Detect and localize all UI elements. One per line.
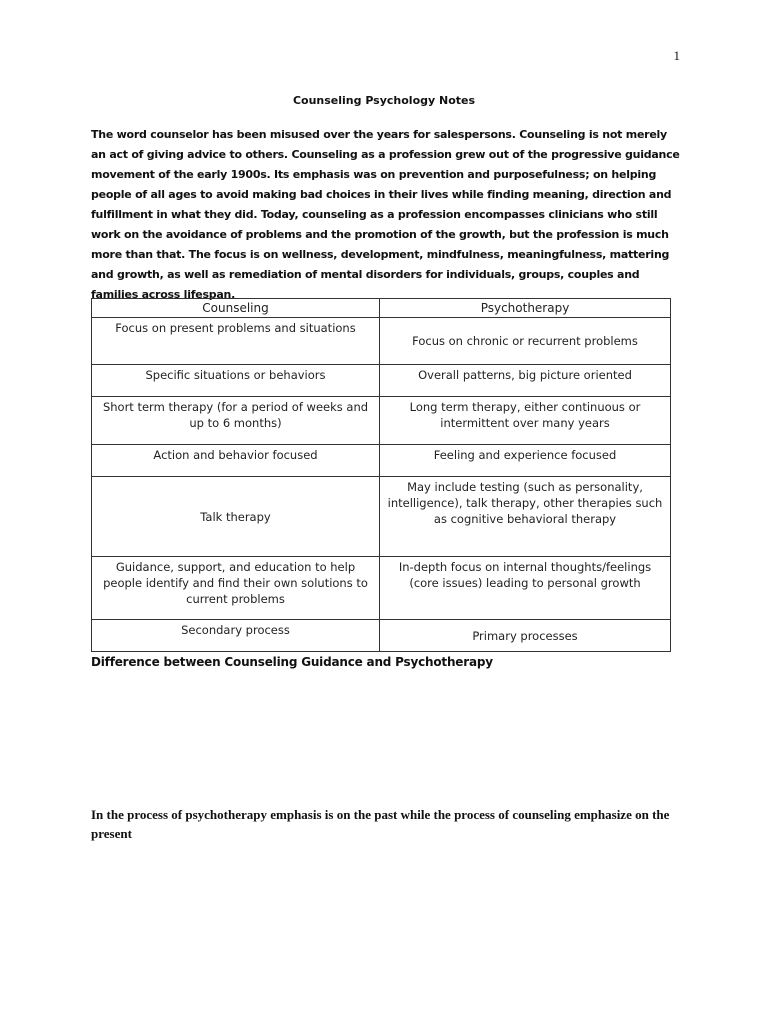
- document-title: Counseling Psychology Notes: [292, 94, 476, 107]
- table-caption: Difference between Counseling Guidance and Psychotherapy: [91, 655, 493, 669]
- table-row: [92, 397, 671, 445]
- table-cell: Feeling and experience focused: [380, 445, 671, 477]
- table-cell: Guidance, support, and education to help people identify and find their own solutions to current problems: [92, 557, 380, 620]
- comparison-table: [91, 298, 671, 652]
- table-cell: Long term therapy, either continuous or intermittent over many years: [380, 397, 671, 445]
- table-cell: In-depth focus on internal thoughts/feelings (core issues) leading to personal growth: [380, 557, 671, 620]
- table-row: [92, 445, 671, 477]
- intro-paragraph: The word counselor has been misused over the years for salespersons. Counseling is not merely an act of giving advice to others. Counseling as a profession grew out of the progressive guidance movement of the early 1900s. Its emphasis was on prevention and purposefulness; on helping people of all ages to avoid making bad choices in their lives while finding meaning, direction and fulfillment in what they did. Today, counseling as a profession encompasses clinicians who still work on the avoidance of problems and the promotion of the growth, but the profession is much more than that. The focus is on wellness, development, mindfulness, meaningfulness, mattering and growth, as well as remediation of mental disorders for individuals, groups, couples and families across lifespan.: [91, 128, 680, 301]
- table-row: [92, 318, 671, 365]
- table-row: [92, 620, 671, 652]
- table-cell: Specific situations or behaviors: [92, 365, 380, 397]
- closing-note: In the process of psychotherapy emphasis is on the past while the process of counseling emphasize on the present: [91, 807, 670, 841]
- table-cell: May include testing (such as personality, intelligence), talk therapy, other therapies such as cognitive behavioral therapy: [380, 477, 671, 557]
- header-counseling: Counseling: [92, 299, 380, 318]
- table-cell: Primary processes: [380, 620, 671, 652]
- table-cell: Action and behavior focused: [92, 445, 380, 477]
- header-psychotherapy: Psychotherapy: [380, 299, 671, 318]
- table-row: [92, 557, 671, 620]
- table-cell: Overall patterns, big picture oriented: [380, 365, 671, 397]
- table-cell: Short term therapy (for a period of weeks and up to 6 months): [92, 397, 380, 445]
- table-row: [92, 365, 671, 397]
- table-row: [92, 477, 671, 557]
- page-number: 1: [673, 48, 680, 63]
- table-cell: Focus on present problems and situations: [92, 318, 380, 365]
- table-cell: Focus on chronic or recurrent problems: [380, 318, 671, 365]
- table-cell: Secondary process: [92, 620, 380, 652]
- table-header-row: [92, 299, 671, 318]
- table-cell: Talk therapy: [92, 477, 380, 557]
